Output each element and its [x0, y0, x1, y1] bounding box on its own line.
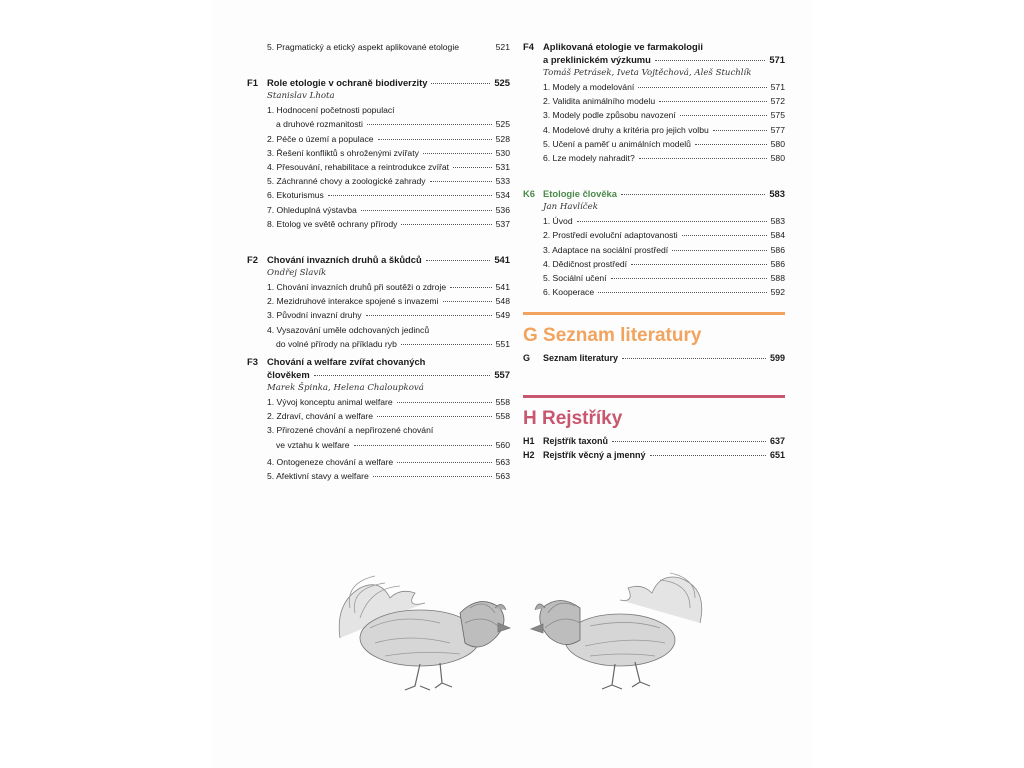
- left-rooster-icon: [339, 576, 510, 690]
- section-author: Stanislav Lhota: [267, 91, 335, 102]
- right-rooster-icon: [531, 573, 702, 689]
- toc-item: 3. Modely podle způsobu navození 575: [543, 110, 785, 121]
- toc-item: 1. Hodnocení početnosti populací a druhové rozmanitosti 525: [267, 105, 510, 130]
- page-number: 521: [495, 42, 510, 52]
- toc-right-column: [523, 40, 785, 299]
- toc-item: 5. Záchranné chovy a zoologické zahrady 533: [267, 176, 510, 187]
- part-g: [523, 312, 785, 365]
- section-f3-heading: F3 Chování a welfare zvířat chovaných člověkem 557: [247, 356, 510, 381]
- toc-item: 4. Ontogeneze chování a welfare 563: [267, 456, 510, 467]
- toc-item: 3. Řešení konfliktů s ohroženými zvířaty 530: [267, 147, 510, 158]
- section-f2-heading: F2 Chování invazních druhů a škůdců 541: [247, 254, 510, 266]
- section-author: Tomáš Petrásek, Iveta Vojtěchová, Aleš Stuchlík: [543, 68, 752, 78]
- part-g-divider: [523, 312, 785, 315]
- toc-item: 4. Vysazování uměle odchovaných jedinců do volné přírody na příkladu ryb 551: [267, 324, 510, 349]
- section-author: Jan Havlíček: [543, 202, 598, 213]
- toc-item: 5. Učení a paměť u animálních modelů 580: [543, 138, 785, 149]
- part-h-divider: [523, 395, 785, 398]
- toc-item: 5. Pragmatický a etický aspekt aplikované etologie 521: [267, 40, 510, 54]
- toc-item: 8. Etolog ve světě ochrany přírody 537: [267, 218, 510, 229]
- section-f4-heading: F4 Aplikovaná etologie ve farmakologii a preklinickém výzkumu 571: [523, 41, 785, 65]
- section-author: Marek Špinka, Helena Chaloupková: [267, 383, 424, 394]
- part-h: [523, 395, 785, 462]
- toc-left-column: [247, 40, 510, 483]
- toc-item: 6. Lze modely nahradit? 580: [543, 153, 785, 164]
- toc-item: 4. Dědičnost prostředí 586: [543, 258, 785, 269]
- section-k6-heading: K6 Etologie člověka 583: [523, 188, 785, 200]
- toc-item: 5. Sociální učení 588: [543, 273, 785, 284]
- toc-item: 2. Validita animálního modelu 572: [543, 96, 785, 107]
- two-fighting-roosters-drawing-icon: [330, 568, 710, 693]
- toc-item: H1 Rejstřík taxonů 637: [523, 436, 785, 446]
- part-h-heading: H Rejstříky: [523, 408, 623, 429]
- toc-item: 4. Přesouvání, rehabilitace a reintrodukce zvířat 531: [267, 162, 510, 173]
- toc-item: 2. Mezidruhové interakce spojené s invazemi 548: [267, 296, 510, 307]
- section-f1-heading: F1 Role etologie v ochraně biodiverzity 525: [247, 77, 510, 89]
- toc-item: 6. Kooperace 592: [543, 287, 785, 298]
- toc-item: 1. Chování invazních druhů při soutěži o zdroje 541: [267, 282, 510, 293]
- toc-item: 6. Ekoturismus 534: [267, 190, 510, 201]
- toc-item: 2. Prostředí evoluční adaptovanosti 584: [543, 230, 785, 241]
- toc-item: 1. Modely a modelování 571: [543, 82, 785, 92]
- toc-item: 7. Ohleduplná výstavba 536: [267, 204, 510, 215]
- toc-item: 1. Vývoj konceptu animal welfare 558: [267, 397, 510, 408]
- toc-item: 1. Úvod 583: [543, 216, 785, 227]
- toc-item: 3. Původní invazní druhy 549: [267, 310, 510, 321]
- toc-item: 2. Zdraví, chování a welfare 558: [267, 411, 510, 422]
- part-g-heading: G Seznam literatury: [523, 325, 702, 346]
- toc-item: H2 Rejstřík věcný a jmenný 651: [523, 450, 785, 460]
- toc-item: 3. Adaptace na sociální prostředí 586: [543, 244, 785, 255]
- toc-item: 5. Afektivní stavy a welfare 563: [267, 471, 510, 482]
- toc-item: 3. Přirozené chování a nepřirozené chování ve vztahu k welfare 560: [267, 425, 510, 450]
- toc-item: G Seznam literatury 599: [523, 353, 785, 363]
- toc-item: 4. Modelové druhy a kritéria pro jejich volbu 577: [543, 124, 785, 135]
- section-author: Ondřej Slavík: [267, 268, 327, 279]
- toc-item: 2. Péče o území a populace 528: [267, 133, 510, 144]
